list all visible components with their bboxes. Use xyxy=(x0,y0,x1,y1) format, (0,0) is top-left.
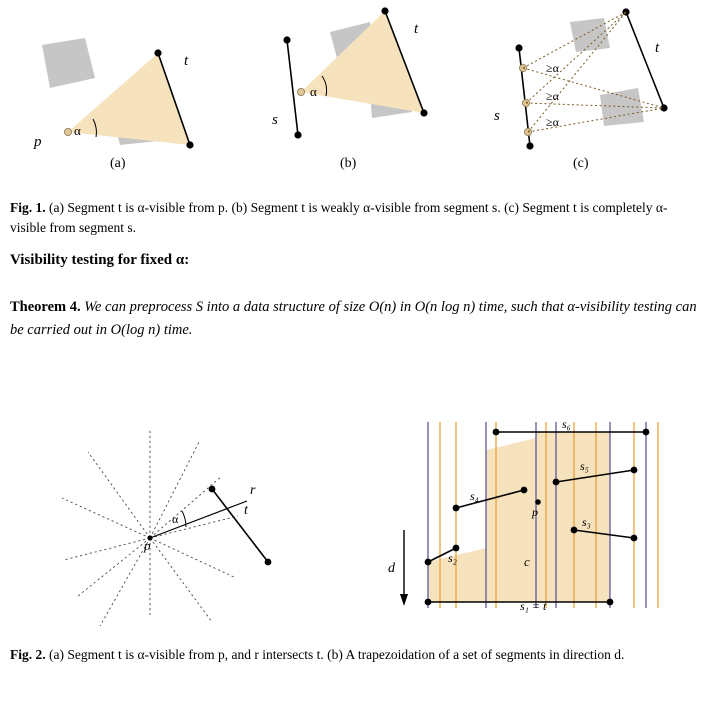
vertex-dot xyxy=(420,109,427,116)
label-t: t xyxy=(655,40,660,56)
figure-2-caption xyxy=(10,645,700,665)
label-s: s xyxy=(494,108,500,124)
gray-obstacle-shape xyxy=(570,18,610,52)
figure-1b-group xyxy=(272,7,428,171)
label-alpha: α xyxy=(74,123,81,138)
label-r: r xyxy=(250,483,256,498)
figure-1a-group xyxy=(33,38,194,171)
gray-obstacle-shape xyxy=(42,38,95,88)
label-alpha-1: ≥α xyxy=(546,61,559,75)
vertex-dot xyxy=(265,559,272,566)
label-s1: s₁ = t xyxy=(520,599,547,613)
label-s2: s₂ xyxy=(448,551,457,565)
vertex-dot xyxy=(209,486,216,493)
subfigure-label-a: (a) xyxy=(110,156,126,171)
dotted-star-rays xyxy=(62,430,238,626)
label-s3: s₃ xyxy=(582,515,591,529)
figure-2a-group xyxy=(62,430,271,626)
vertex-dot xyxy=(186,141,193,148)
figure-2b-group xyxy=(388,417,658,613)
point-p-dot xyxy=(535,499,541,505)
theorem-statement: We can preprocess S into a data structure of size O(n) in O(n log n) time, such that α-visibility testing can be carried out in O(log n) time. xyxy=(10,299,697,339)
figure-1-caption-text: (a) Segment t is α-visible from p. (b) Segment t is weakly α-visible from segment s. (c) Segment t is completely α-visible from segment s. xyxy=(10,200,668,235)
figure-1-svg xyxy=(0,0,708,185)
vertex-dot xyxy=(526,142,533,149)
direction-arrow-head xyxy=(400,594,408,606)
label-p: p xyxy=(34,134,42,150)
label-c: c xyxy=(524,554,530,569)
visibility-rays xyxy=(523,12,664,132)
label-d: d xyxy=(388,561,395,576)
theorem-label: Theorem 4. xyxy=(10,299,81,315)
figure-1c-group xyxy=(494,8,668,171)
figure-2-caption-prefix: Fig. 2. xyxy=(10,647,46,662)
segment-s xyxy=(287,40,298,135)
figure-1-caption xyxy=(10,198,700,237)
subfigure-label-c: (c) xyxy=(573,156,589,171)
label-alpha-3: ≥α xyxy=(546,115,559,129)
label-t: t xyxy=(184,53,189,69)
figure-1-caption-prefix: Fig. 1. xyxy=(10,200,46,215)
label-p: p xyxy=(144,538,151,553)
figure-2-caption-text: (a) Segment t is α-visible from p, and r intersects t. (b) A trapezoidation of a set of segments in direction d. xyxy=(49,647,625,662)
segment-t xyxy=(212,489,268,562)
label-s: s xyxy=(272,112,278,128)
vertex-dot xyxy=(515,44,522,51)
ray-r xyxy=(150,501,247,538)
figure-1 xyxy=(0,0,708,185)
figure-2 xyxy=(0,390,708,640)
label-s6: s₆ xyxy=(562,417,571,431)
label-t: t xyxy=(414,21,419,37)
subfigure-label-b: (b) xyxy=(340,156,357,171)
label-alpha: α xyxy=(172,512,179,526)
theorem-block xyxy=(10,296,700,342)
label-alpha-2: ≥α xyxy=(546,89,559,103)
vertex-dot xyxy=(381,7,388,14)
label-s4: s₄ xyxy=(470,489,479,503)
label-p: p xyxy=(532,505,538,519)
apex-dot xyxy=(297,88,304,95)
label-alpha: α xyxy=(310,84,317,99)
vertex-dot xyxy=(283,36,290,43)
section-heading: Visibility testing for fixed α: xyxy=(10,252,190,268)
vertex-dot xyxy=(154,49,161,56)
vertex-dot xyxy=(294,131,301,138)
point-p-dot xyxy=(64,128,71,135)
label-s5: s₅ xyxy=(580,459,589,473)
label-t: t xyxy=(244,503,248,518)
figure-2-svg xyxy=(0,390,708,640)
